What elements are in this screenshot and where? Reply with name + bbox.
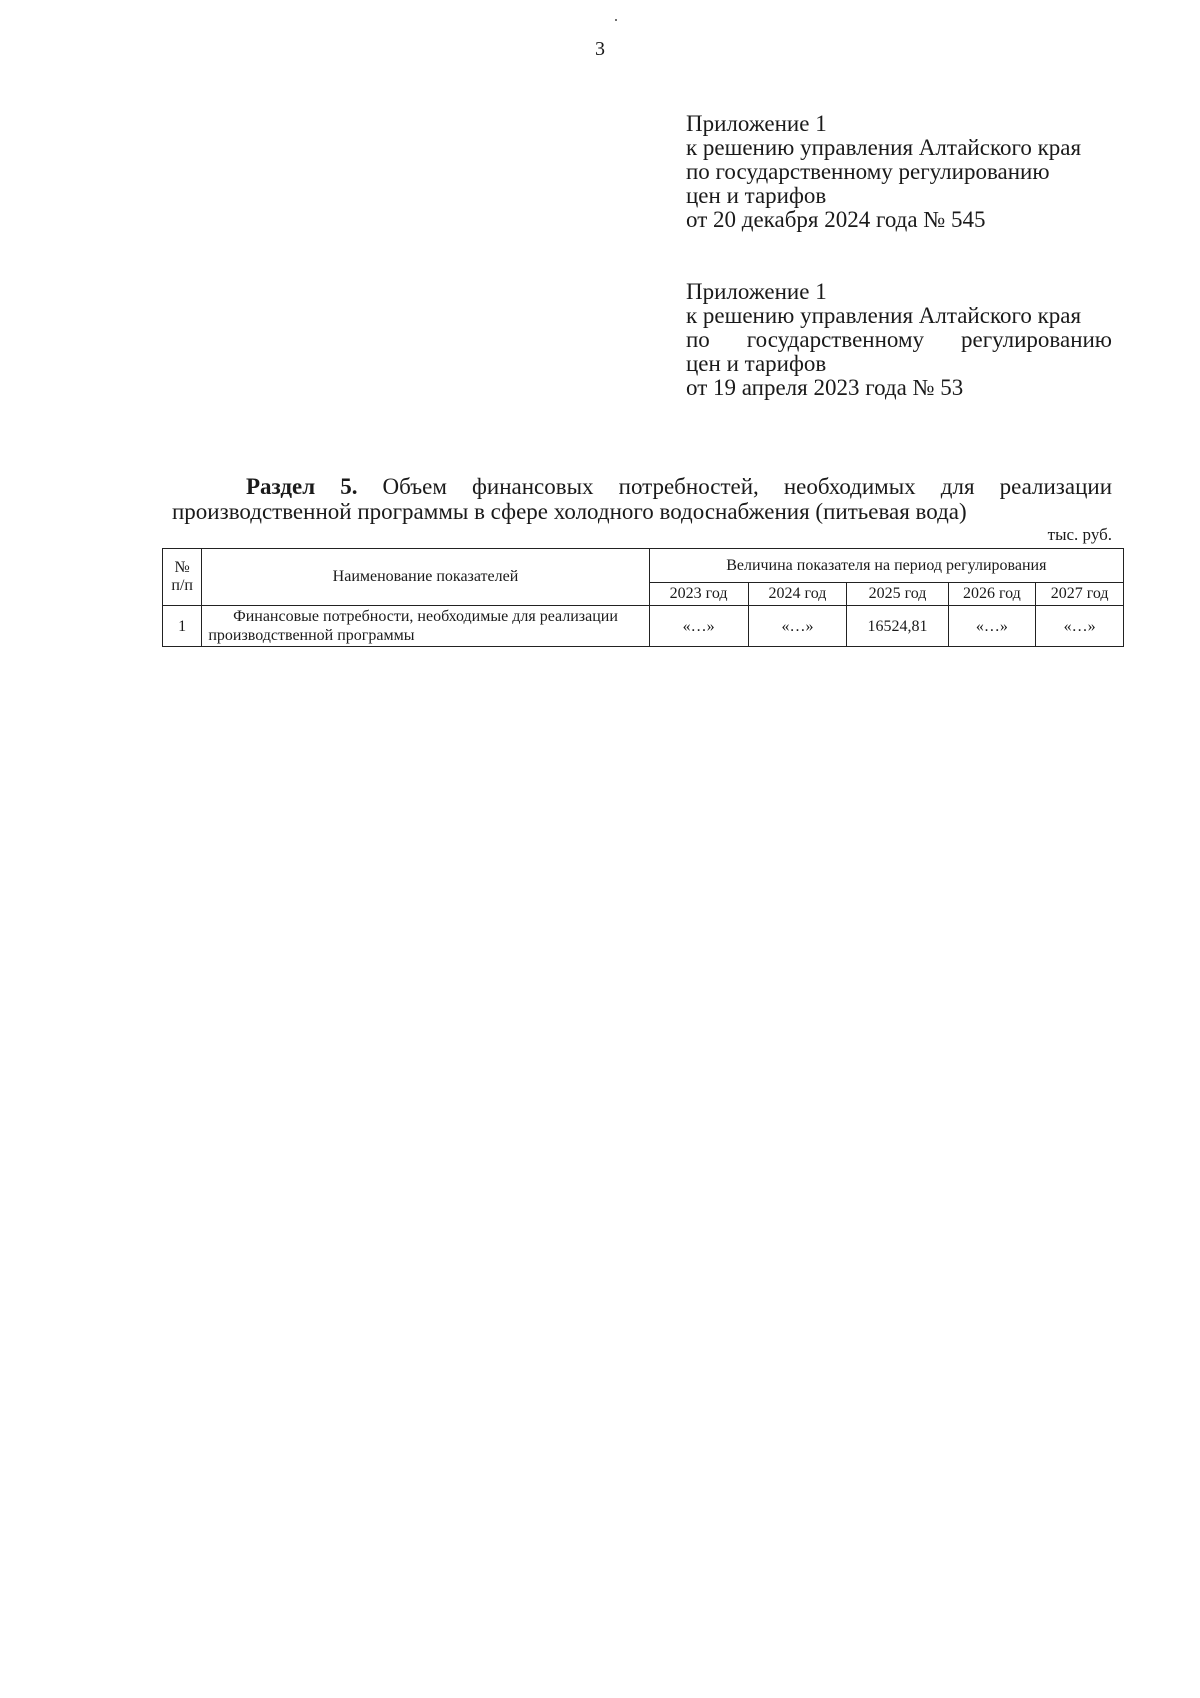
header-year: 2024 год <box>748 583 847 606</box>
appendix-current-line-1: Приложение 1 <box>686 111 827 136</box>
appendix-previous-line-5: от 19 апреля 2023 года № 53 <box>686 375 964 400</box>
header-name: Наименование показателей <box>202 549 649 606</box>
header-num: № п/п <box>163 549 202 606</box>
appendix-current <box>686 112 1112 232</box>
header-year: 2027 год <box>1036 583 1124 606</box>
section-title-part-2: производственной программы в сфере холодного водоснабжения (питьевая вода) <box>172 499 967 524</box>
appendix-current-line-4: цен и тарифов <box>686 183 827 208</box>
section-label: Раздел 5. <box>246 474 358 499</box>
appendix-current-line-5: от 20 декабря 2024 года № 545 <box>686 207 986 232</box>
appendix-previous <box>686 280 1112 400</box>
header-year: 2023 год <box>649 583 748 606</box>
row-value: «…» <box>948 606 1036 647</box>
row-value: «…» <box>1036 606 1124 647</box>
appendix-current-line-2: к решению управления Алтайского края <box>686 135 1082 160</box>
section-title-part-1: Объем финансовых потребностей, необходимых для реализации <box>382 474 1112 499</box>
table-row <box>163 606 1124 647</box>
header-period: Величина показателя на период регулирования <box>649 549 1123 583</box>
appendix-previous-line-4: цен и тарифов <box>686 351 827 376</box>
page-number: 3 <box>595 38 605 60</box>
row-value: «…» <box>748 606 847 647</box>
row-value: 16524,81 <box>847 606 948 647</box>
section-heading-row-1 <box>172 474 1112 499</box>
appendix-current-line-3: по государственному регулированию <box>686 159 1050 184</box>
header-year: 2026 год <box>948 583 1036 606</box>
units-label: тыс. руб. <box>1047 525 1112 544</box>
row-name: Финансовые потребности, необходимые для реализации производственной программы <box>202 606 649 647</box>
appendix-previous-line-2: к решению управления Алтайского края <box>686 303 1082 328</box>
table-header-row <box>163 549 1124 583</box>
row-num: 1 <box>163 606 202 647</box>
appendix-previous-line-3: по государственному регулированию <box>686 327 1112 352</box>
financial-needs-table <box>162 548 1124 647</box>
row-value: «…» <box>649 606 748 647</box>
appendix-previous-line-1: Приложение 1 <box>686 279 827 304</box>
scan-dot <box>615 19 617 21</box>
section-heading <box>172 474 1112 524</box>
header-year: 2025 год <box>847 583 948 606</box>
